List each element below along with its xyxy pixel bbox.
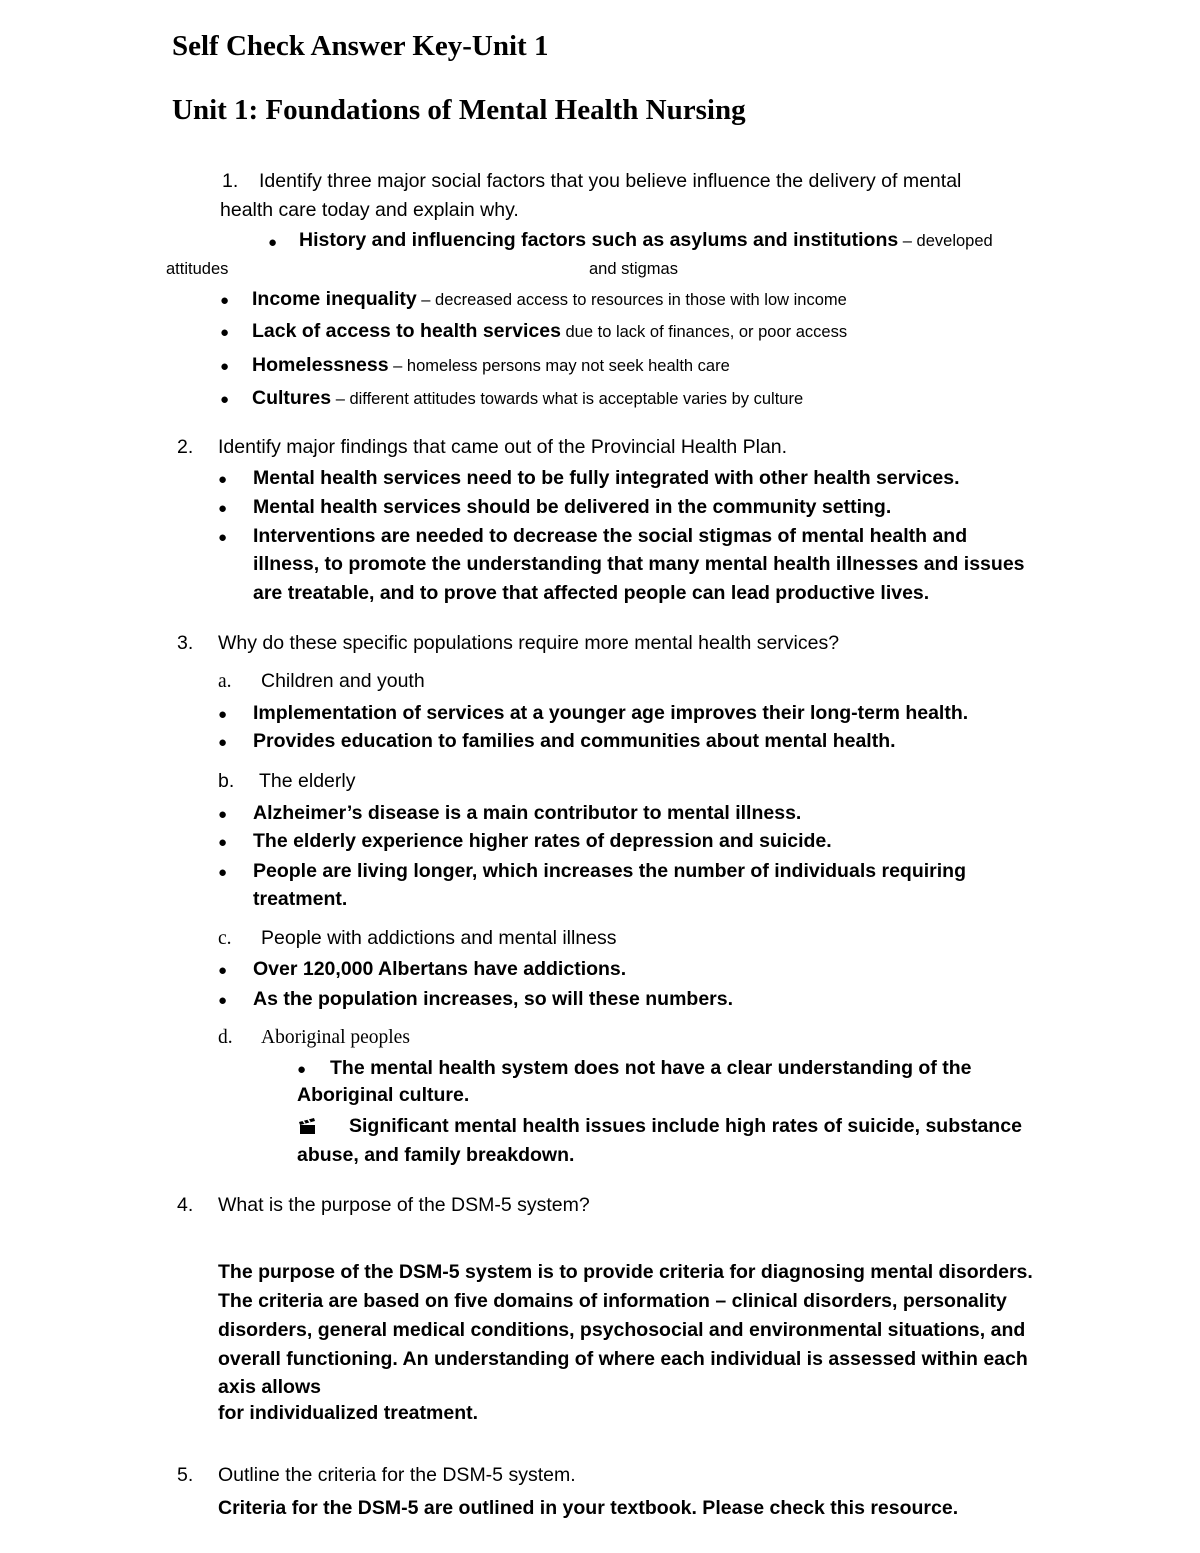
q1-answer-wrap: attitudes bbox=[166, 260, 229, 278]
sub-question-d-label: Aboriginal peoples bbox=[261, 1027, 410, 1048]
bullet-icon: ● bbox=[218, 834, 228, 851]
sub-question-c-letter: c. bbox=[218, 928, 232, 949]
q1-answer-wrap: and stigmas bbox=[589, 260, 678, 278]
q2-answer-item: Mental health services need to be fully integrated with other health services. bbox=[253, 467, 960, 489]
bullet-icon: ● bbox=[218, 992, 228, 1009]
q1-answer-item: History and influencing factors such as asylums and institutions – developed bbox=[299, 229, 993, 251]
q3b-answer-item-cont: treatment. bbox=[253, 888, 348, 910]
question-1-text-cont: health care today and explain why. bbox=[220, 199, 519, 221]
q3a-answer-item: Provides education to families and communities about mental health. bbox=[253, 730, 896, 752]
q3b-answer-item: The elderly experience higher rates of depression and suicide. bbox=[253, 830, 832, 852]
question-1-text: Identify three major social factors that you believe influence the delivery of mental bbox=[259, 170, 962, 192]
q4-answer-line: The criteria are based on five domains of information – clinical disorders, personality bbox=[218, 1290, 1007, 1312]
question-2-text: Identify major findings that came out of the Provincial Health Plan. bbox=[218, 436, 788, 458]
question-3-text: Why do these specific populations require more mental health services? bbox=[218, 632, 840, 654]
q4-answer-line: disorders, general medical conditions, psychosocial and environmental situations, and bbox=[218, 1319, 1026, 1341]
q4-answer-line: The purpose of the DSM-5 system is to provide criteria for diagnosing mental disorders. bbox=[218, 1261, 1033, 1283]
q2-answer-item: Interventions are needed to decrease the social stigmas of mental health and bbox=[253, 525, 968, 547]
question-4-number: 4. bbox=[177, 1194, 194, 1216]
question-2-number: 2. bbox=[177, 436, 194, 458]
q1-answer-item: Lack of access to health services due to lack of finances, or poor access bbox=[252, 320, 848, 342]
bullet-icon: ● bbox=[218, 806, 228, 823]
q5-answer: Criteria for the DSM-5 are outlined in your textbook. Please check this resource. bbox=[218, 1497, 959, 1519]
q1-answer-item: Cultures – different attitudes towards what is acceptable varies by culture bbox=[252, 387, 804, 409]
bullet-icon: ● bbox=[220, 358, 230, 375]
bullet-icon: ● bbox=[268, 234, 278, 251]
q4-answer-line: axis allows bbox=[218, 1376, 321, 1398]
q4-answer-line: overall functioning. An understanding of where each individual is assessed within each bbox=[218, 1348, 1028, 1370]
q3d-answer-item-cont: Aboriginal culture. bbox=[297, 1084, 470, 1106]
bullet-icon: ● bbox=[220, 324, 230, 341]
bullet-icon: ● bbox=[218, 962, 228, 979]
question-4-text: What is the purpose of the DSM-5 system? bbox=[218, 1194, 590, 1216]
q3a-answer-item: Implementation of services at a younger age improves their long-term health. bbox=[253, 702, 969, 724]
bullet-icon: ● bbox=[218, 734, 228, 751]
bullet-icon: ● bbox=[220, 391, 230, 408]
sub-question-a-label: Children and youth bbox=[261, 670, 425, 692]
q1-answer-item: Income inequality – decreased access to resources in those with low income bbox=[252, 288, 847, 310]
clapperboard-icon bbox=[298, 1117, 318, 1135]
q2-answer-item-cont: are treatable, and to prove that affected people can lead productive lives. bbox=[253, 582, 930, 604]
q2-answer-item-cont: illness, to promote the understanding that many mental health illnesses and issues bbox=[253, 553, 1025, 575]
question-1-number: 1. bbox=[222, 170, 239, 192]
q3c-answer-item: As the population increases, so will these numbers. bbox=[253, 988, 734, 1010]
bullet-icon: ● bbox=[218, 864, 228, 881]
bullet-icon: ● bbox=[218, 529, 228, 546]
q3d-answer-item: Significant mental health issues include high rates of suicide, substance bbox=[349, 1115, 1022, 1137]
sub-question-b-label: The elderly bbox=[259, 770, 356, 792]
q4-answer-line: for individualized treatment. bbox=[218, 1402, 479, 1424]
q3c-answer-item: Over 120,000 Albertans have addictions. bbox=[253, 958, 627, 980]
sub-question-c-label: People with addictions and mental illness bbox=[261, 927, 617, 949]
q3d-answer-item-cont: abuse, and family breakdown. bbox=[297, 1144, 575, 1166]
bullet-icon: ● bbox=[297, 1061, 307, 1078]
unit-heading: Unit 1: Foundations of Mental Health Nursing bbox=[172, 94, 746, 126]
q2-answer-item: Mental health services should be delivered in the community setting. bbox=[253, 496, 892, 518]
sub-question-b-letter: b. bbox=[218, 770, 235, 792]
q1-answer-item: Homelessness – homeless persons may not seek health care bbox=[252, 354, 730, 376]
document-title: Self Check Answer Key-Unit 1 bbox=[172, 30, 549, 62]
sub-question-d-letter: d. bbox=[218, 1027, 233, 1048]
bullet-icon: ● bbox=[220, 292, 230, 309]
bullet-icon: ● bbox=[218, 471, 228, 488]
bullet-icon: ● bbox=[218, 500, 228, 517]
sub-question-a-letter: a. bbox=[218, 671, 232, 692]
q3b-answer-item: People are living longer, which increases the number of individuals requiring bbox=[253, 860, 966, 882]
question-3-number: 3. bbox=[177, 632, 194, 654]
bullet-icon: ● bbox=[218, 706, 228, 723]
q3d-answer-item: The mental health system does not have a clear understanding of the bbox=[330, 1057, 972, 1079]
question-5-number: 5. bbox=[177, 1464, 194, 1486]
question-5-text: Outline the criteria for the DSM-5 system. bbox=[218, 1464, 576, 1486]
q3b-answer-item: Alzheimer’s disease is a main contributor to mental illness. bbox=[253, 802, 802, 824]
